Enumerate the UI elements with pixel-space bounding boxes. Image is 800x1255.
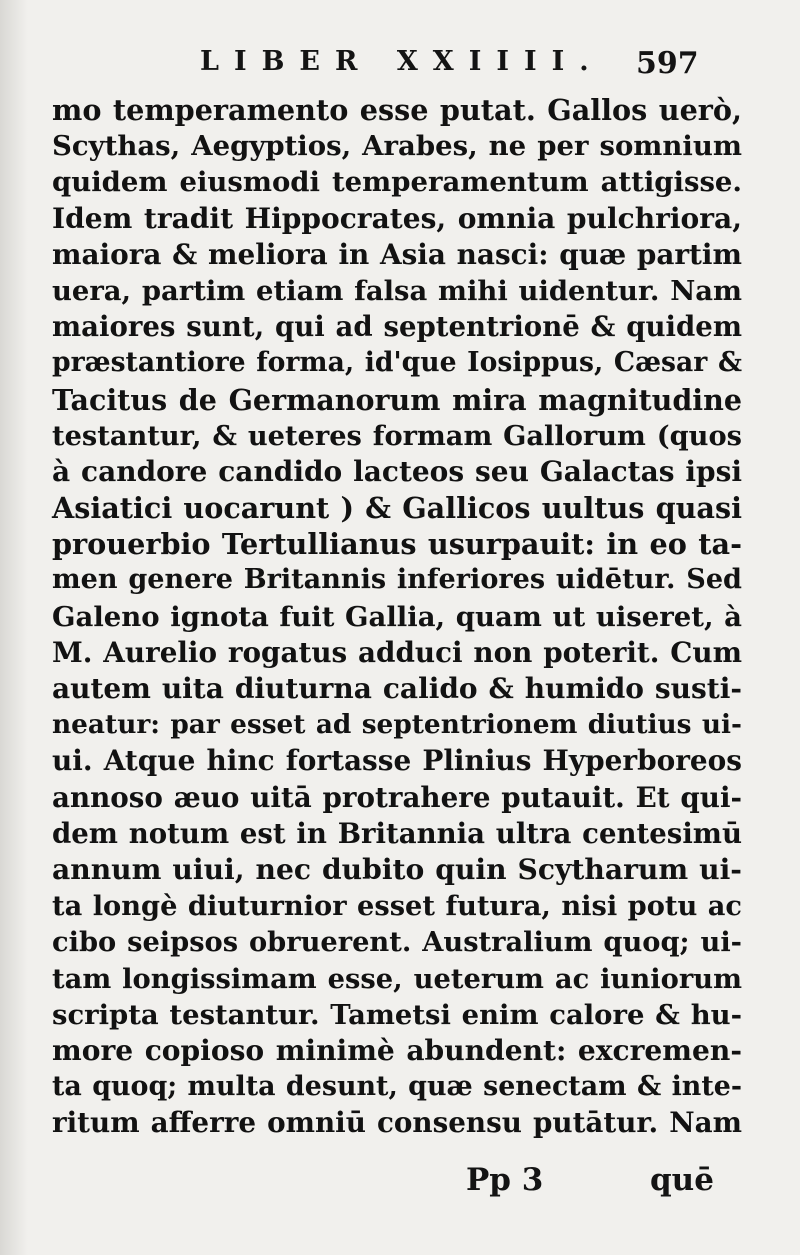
text-line: Idem tradit Hippocrates, omnia pulchriora, [52,201,742,235]
text-line: quidem eiusmodi temperamentum attigisse. [52,166,742,199]
page-footer [0,1162,800,1212]
text-line: Galeno ignota fuit Gallia, quam ut uiseret, à [52,600,742,633]
text-line: Asiatici uocarunt ) & Gallicos uultus quasi [52,491,742,526]
text-line: autem uita diuturna calido & humido susti- [52,672,742,705]
text-line: M. Aurelio rogatus adduci non poterit. Cum [52,635,742,669]
text-line: uera, partim etiam falsa mihi uidentur. Nam [52,274,742,307]
text-line: annum uiui, nec dubito quin Scytharum ui- [52,852,742,886]
text-line: annoso æuo uitā protrahere putauit. Et qui- [52,780,742,814]
text-line: maiora & meliora in Asia nasci: quæ partim [52,237,742,271]
text-line: testantur, & ueteres formam Gallorum (quos [52,419,742,452]
text-line: neatur: par esset ad septentrionem diutius ui- [52,709,742,741]
running-head: LIBER XXIIII. [200,46,604,77]
text-line: maiores sunt, qui ad septentrionē & quidem [52,310,742,344]
text-line: à candore candido lacteos seu Galactas ipsi [52,454,742,488]
text-line: Scythas, Aegyptios, Arabes, ne per somnium [52,130,742,163]
text-line: tam longissimam esse, ueterum ac iuniorum [52,962,742,995]
text-line: mo temperamento esse putat. Gallos uerò, [52,93,742,127]
body-text [52,92,742,1141]
text-line: ta quoq; multa desunt, quæ senectam & inte- [52,1071,742,1103]
text-line: Tacitus de Germanorum mira magnitudine [52,382,742,417]
page-number: 597 [636,46,699,81]
text-line: more copioso minimè abundent: excremen- [52,1033,742,1067]
text-line: men genere Britannis inferiores uidētur. Sed [52,564,742,596]
page-header [0,40,800,90]
text-line: prouerbio Tertullianus usurpauit: in eo ta- [52,527,742,562]
catchword: quē [650,1162,714,1198]
text-line: dem notum est in Britannia ultra centesimū [52,816,742,850]
text-line: ritum afferre omniū consensu putātur. Nam [52,1106,742,1140]
text-line: scripta testantur. Tametsi enim calore & hu- [52,998,742,1031]
text-line: ui. Atque hinc fortasse Plinius Hyperboreos [52,744,742,778]
signature-mark: Pp 3 [466,1162,544,1198]
text-line: cibo seipsos obruerent. Australium quoq; ui- [52,926,742,959]
text-line: ta longè diuturnior esset futura, nisi potu ac [52,890,742,923]
text-line: præstantiore forma, id'que Iosippus, Cæsar & [52,347,742,379]
